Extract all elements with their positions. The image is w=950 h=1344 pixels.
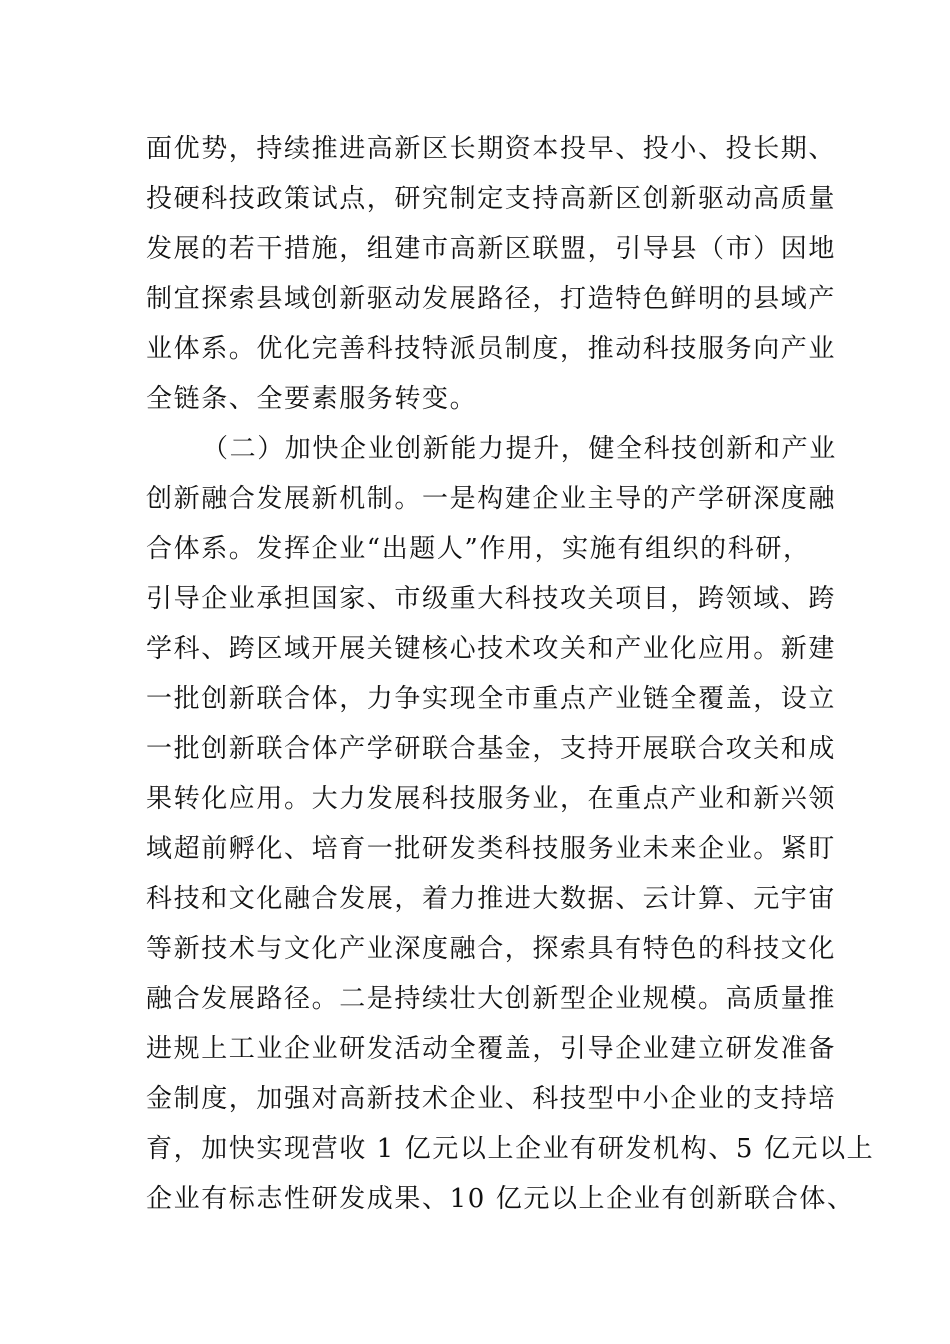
text-line: 一批创新联合体产学研联合基金，支持开展联合攻关和成 — [146, 734, 837, 764]
text-line: 果转化应用。大力发展科技服务业，在重点产业和新兴领 — [146, 784, 837, 814]
text-line: 企业有标志性研发成果、10 亿元以上企业有创新联合体、 — [146, 1184, 855, 1214]
text-line: 合体系。发挥企业“出题人”作用，实施有组织的科研， — [146, 534, 811, 564]
text-line: 融合发展路径。二是持续壮大创新型企业规模。高质量推 — [146, 984, 837, 1014]
text-line: 制宜探索县域创新驱动发展路径，打造特色鲜明的县域产 — [146, 284, 837, 314]
text-line: 投硬科技政策试点，研究制定支持高新区创新驱动高质量 — [146, 184, 837, 214]
text-line: 学科、跨区域开展关键核心技术攻关和产业化应用。新建 — [146, 634, 837, 664]
text-line: 等新技术与文化产业深度融合，探索具有特色的科技文化 — [146, 934, 837, 964]
text-line: 引导企业承担国家、市级重大科技攻关项目，跨领域、跨 — [146, 584, 837, 614]
text-line: 发展的若干措施，组建市高新区联盟，引导县（市）因地 — [146, 234, 837, 264]
text-line: 业体系。优化完善科技特派员制度，推动科技服务向产业 — [146, 334, 837, 364]
body-text — [146, 124, 875, 1224]
text-line: 育，加快实现营收 1 亿元以上企业有研发机构、5 亿元以上 — [146, 1134, 875, 1164]
text-line: 金制度，加强对高新技术企业、科技型中小企业的支持培 — [146, 1084, 837, 1114]
text-line: 一批创新联合体，力争实现全市重点产业链全覆盖，设立 — [146, 684, 837, 714]
text-line: 创新融合发展新机制。一是构建企业主导的产学研深度融 — [146, 484, 837, 514]
section-heading-line: （二）加快企业创新能力提升，健全科技创新和产业 — [202, 434, 837, 464]
text-line: 面优势，持续推进高新区长期资本投早、投小、投长期、 — [146, 134, 837, 164]
text-line: 全链条、全要素服务转变。 — [146, 384, 478, 414]
text-line: 进规上工业企业研发活动全覆盖，引导企业建立研发准备 — [146, 1034, 837, 1064]
text-line: 科技和文化融合发展，着力推进大数据、云计算、元宇宙 — [146, 884, 837, 914]
text-line: 域超前孵化、培育一批研发类科技服务业未来企业。紧盯 — [146, 834, 837, 864]
